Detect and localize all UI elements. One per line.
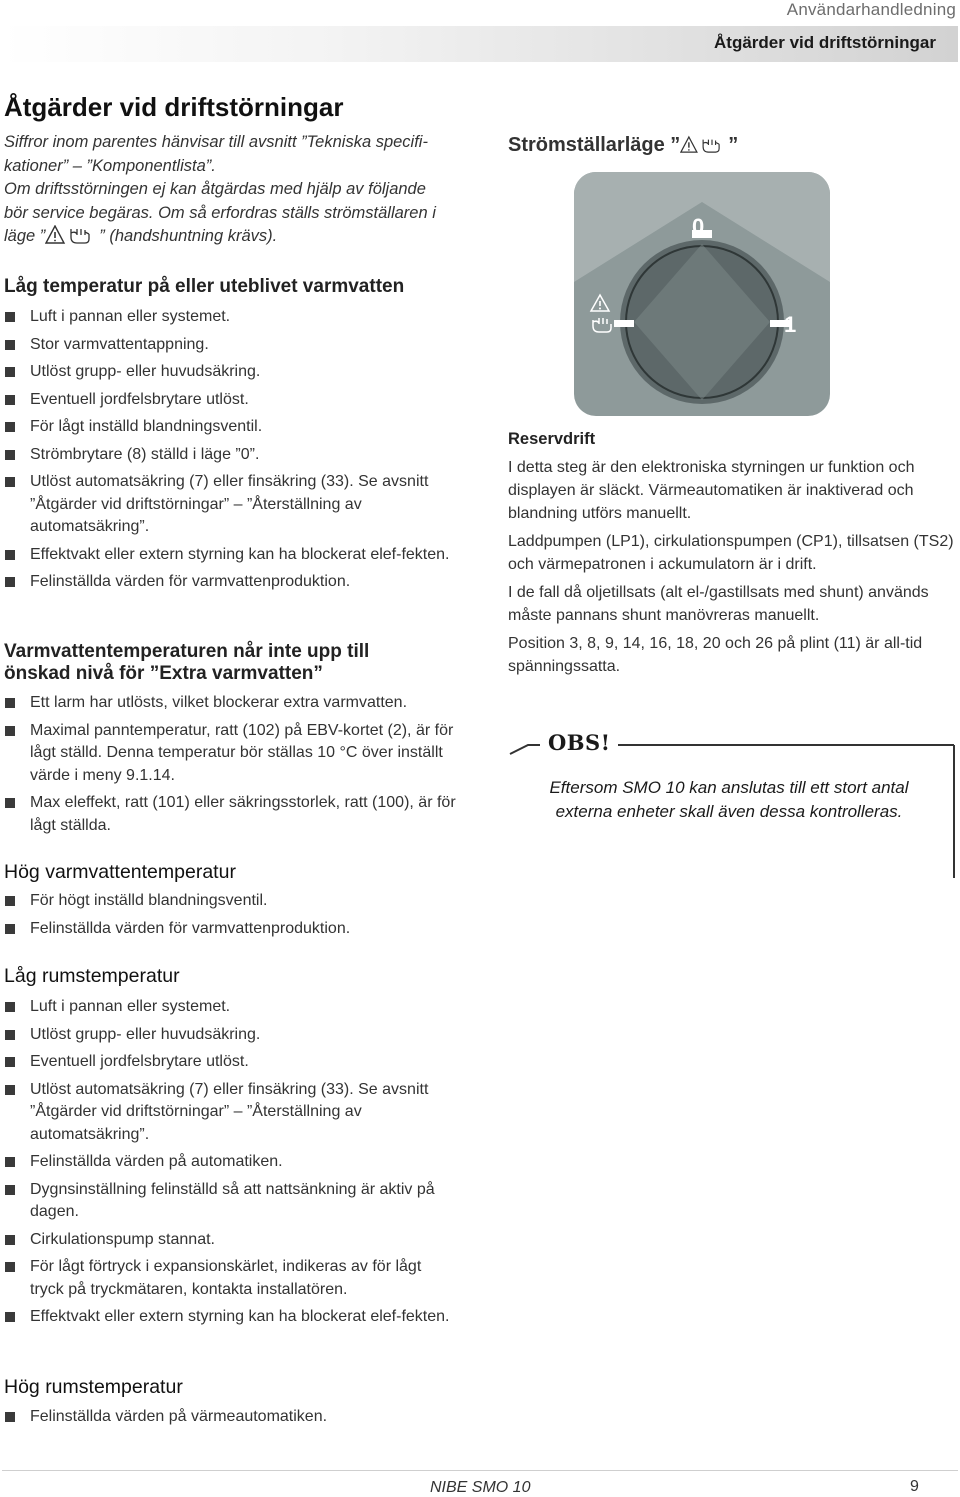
list-item: Utlöst automatsäkring (7) eller finsäkring (33). Se avsnitt ”Åtgärder vid driftstörningar” – ”Återställning av automatsäkring”. (4, 471, 456, 539)
section-title-line-1: Varmvattentemperaturen når inte upp till (4, 641, 370, 662)
page-number: 9 (910, 1478, 919, 1495)
intro-line-3-pre: läge ” (4, 227, 46, 245)
intro-line-3 (4, 225, 452, 253)
page-title: Åtgärder vid driftstörningar (4, 92, 344, 122)
list-item: Strömbrytare (8) ställd i läge ”0”. (4, 444, 456, 467)
list-item: Felinställda värden för varmvattenproduktion. (4, 571, 456, 594)
intro-line-2: Om driftsstörningen ej kan åtgärdas med hjälp av följande bör service begäras. Om så erfordras ställs strömställaren i (4, 180, 436, 222)
list-item: Felinställda värden på automatiken. (4, 1151, 456, 1174)
switch-position-1-label: 1 (784, 312, 797, 337)
list-high-hot-water (4, 890, 456, 945)
obs-note (508, 730, 956, 876)
switch-title-post: ” (728, 134, 739, 156)
intro-line-1: Siffror inom parentes hänvisar till avsnitt ”Tekniska specifi-kationer” – ”Komponentlista”. (4, 133, 428, 175)
switch-section-title (508, 134, 738, 161)
section-title-line-2: önskad nivå för ”Extra varmvatten” (4, 663, 323, 684)
list-item: Dygnsinställning felinställd så att nattsänkning är aktiv på dagen. (4, 1179, 456, 1224)
document-type-label: Användarhandledning (786, 0, 956, 19)
header-band (2, 26, 958, 62)
list-item: Maximal panntemperatur, ratt (102) på EBV-kortet (2), är för lågt ställd. Denna temperatur bör ställas 10 °C över inställt värde i meny 9.1.14. (4, 720, 456, 788)
list-item: Cirkulationspump stannat. (4, 1229, 456, 1252)
switch-position-0-label: 0 (692, 214, 705, 239)
section-title-extra-hot-water (4, 641, 369, 685)
intro-line-3-post: ” (handshuntning krävs). (99, 227, 278, 245)
section-title-high-room: Hög rumstemperatur (4, 1376, 183, 1398)
obs-label: OBS! (540, 730, 618, 755)
list-item: Utlöst automatsäkring (7) eller finsäkring (33). Se avsnitt ”Åtgärder vid driftstörningar” – ”Återställning av automatsäkring”. (4, 1079, 456, 1147)
list-item: Ett larm har utlösts, vilket blockerar extra varmvatten. (4, 692, 456, 715)
list-item: Stor varmvattentappning. (4, 334, 456, 357)
warning-hand-icon (680, 135, 728, 161)
list-extra-hot-water (4, 692, 456, 842)
list-item: För lågt inställd blandningsventil. (4, 416, 456, 439)
footer-product-name: NIBE SMO 10 (430, 1479, 531, 1496)
reserve-title: Reservdrift (508, 430, 596, 448)
list-item: Felinställda värden för varmvattenproduktion. (4, 918, 456, 941)
switch-illustration (574, 172, 830, 416)
list-item: Utlöst grupp- eller huvudsäkring. (4, 361, 456, 384)
list-item: Luft i pannan eller systemet. (4, 306, 456, 329)
reserve-text (508, 456, 956, 683)
list-high-room (4, 1406, 456, 1434)
section-title-low-room: Låg rumstemperatur (4, 965, 180, 987)
reserve-paragraph: Position 3, 8, 9, 14, 16, 18, 20 och 26 på plint (11) är all-tid spänningssatta. (508, 635, 923, 675)
list-item: Effektvakt eller extern styrning kan ha blockerat elef-fekten. (4, 1306, 456, 1329)
footer-divider (2, 1470, 958, 1471)
list-item: Eventuell jordfelsbrytare utlöst. (4, 1051, 456, 1074)
reserve-paragraph: I de fall då oljetillsats (alt el-/gastillsats med shunt) används måste pannans shunt manövreras manuellt. (508, 584, 929, 624)
section-title-high-hot-water: Hög varmvattentemperatur (4, 861, 236, 883)
reserve-paragraph: Laddpumpen (LP1), cirkulationspumpen (CP1), tillsatsen (TS2) och värmepatronen i ackumulatorn är i drift. (508, 533, 954, 573)
warning-hand-icon (591, 295, 611, 332)
list-item: Eventuell jordfelsbrytare utlöst. (4, 389, 456, 412)
list-low-room (4, 996, 456, 1334)
list-item: Utlöst grupp- eller huvudsäkring. (4, 1024, 456, 1047)
switch-diagram (574, 172, 830, 416)
header-section-title: Åtgärder vid driftstörningar (714, 33, 936, 52)
list-item: För lågt förtryck i expansionskärlet, indikeras av för lågt tryck på tryckmätaren, kontakta installatören. (4, 1256, 456, 1301)
obs-text: Eftersom SMO 10 kan anslutas till ett stort antal externa enheter skall även dessa kontrolleras. (549, 778, 909, 821)
list-low-hot-water (4, 306, 456, 599)
section-title-low-hot-water: Låg temperatur på eller uteblivet varmvatten (4, 276, 405, 297)
list-item: För högt inställd blandningsventil. (4, 890, 456, 913)
list-item: Felinställda värden på värmeautomatiken. (4, 1406, 456, 1429)
tick-mark (614, 320, 634, 327)
reserve-paragraph: I detta steg är den elektroniska styrningen ur funktion och displayen är släckt. Värmeautomatiken är inaktiverad och blandning utförs manuellt. (508, 459, 915, 522)
switch-title-pre: Strömställarläge ” (508, 134, 681, 156)
warning-hand-icon (45, 225, 99, 253)
list-item: Effektvakt eller extern styrning kan ha blockerat elef-fekten. (4, 544, 456, 567)
list-item: Luft i pannan eller systemet. (4, 996, 456, 1019)
list-item: Max eleffekt, ratt (101) eller säkringsstorlek, ratt (100), är för lågt ställda. (4, 792, 456, 837)
intro-text (4, 131, 452, 253)
